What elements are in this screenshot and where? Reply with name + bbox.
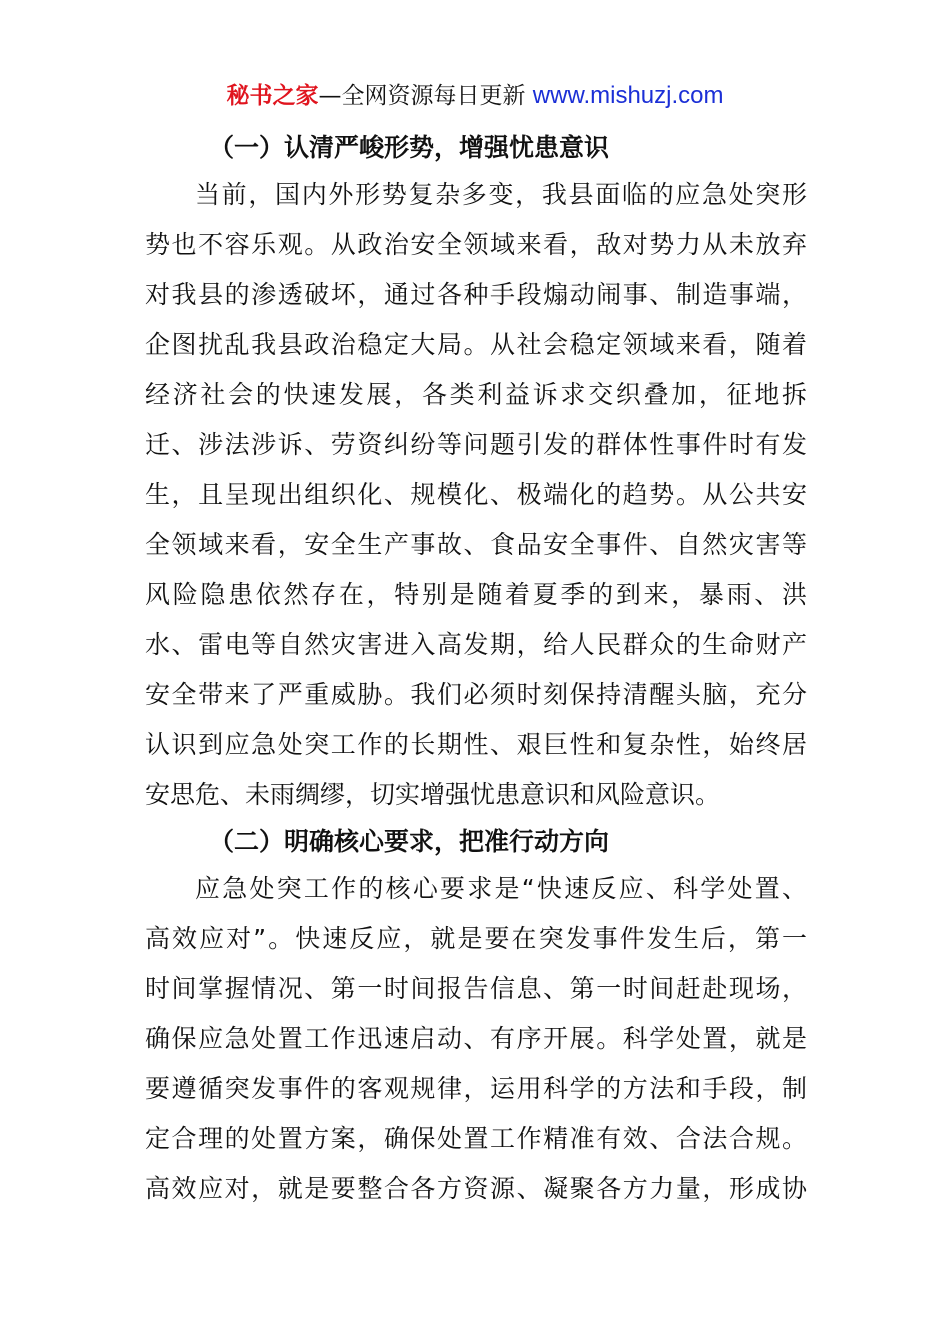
paragraph-line: 要遵循突发事件的客观规律，运用科学的方法和手段，制 <box>145 1074 807 1103</box>
paragraph-line: 认识到应急处突工作的长期性、艰巨性和复杂性，始终居 <box>145 730 807 759</box>
paragraph-line: 水、雷电等自然灾害进入高发期，给人民群众的生命财产 <box>145 630 807 659</box>
document-body <box>145 126 807 1214</box>
paragraph-line: 应急处突工作的核心要求是“快速反应、科学处置、 <box>195 874 807 903</box>
paragraph-line: 经济社会的快速发展，各类利益诉求交织叠加，征地拆 <box>145 380 807 409</box>
paragraph-line: 高效应对”。快速反应，就是要在突发事件发生后，第一 <box>145 924 807 953</box>
paragraph-line: 势也不容乐观。从政治安全领域来看，敌对势力从未放弃 <box>145 230 807 259</box>
paragraph-2 <box>145 864 807 1214</box>
paragraph-1 <box>145 170 807 820</box>
paragraph-line: 风险隐患依然存在，特别是随着夏季的到来，暴雨、洪 <box>145 580 807 609</box>
paragraph-line: 生，且呈现出组织化、规模化、极端化的趋势。从公共安 <box>145 480 807 509</box>
section-heading-2: （二）明确核心要求，把准行动方向 <box>209 827 610 856</box>
paragraph-line: 安全带来了严重威胁。我们必须时刻保持清醒头脑，充分 <box>145 680 807 709</box>
paragraph-line: 时间掌握情况、第一时间报告信息、第一时间赶赴现场， <box>145 974 807 1003</box>
paragraph-line: 安思危、未雨绸缪，切实增强忧患意识和风险意识。 <box>145 780 721 809</box>
site-url-link[interactable]: www.mishuzj.com <box>532 82 724 109</box>
paragraph-line: 企图扰乱我县政治稳定大局。从社会稳定领域来看，随着 <box>145 330 807 359</box>
paragraph-line: 高效应对，就是要整合各方资源、凝聚各方力量，形成协 <box>145 1174 807 1203</box>
paragraph-line: 定合理的处置方案，确保处置工作精准有效、合法合规。 <box>145 1124 807 1153</box>
site-tagline: —全网资源每日更新 <box>318 83 526 109</box>
paragraph-line: 迁、涉法涉诉、劳资纠纷等问题引发的群体性事件时有发 <box>145 430 807 459</box>
paragraph-line: 当前，国内外形势复杂多变，我县面临的应急处突形 <box>195 180 807 209</box>
site-header <box>0 78 950 114</box>
section-heading-1: （一）认清严峻形势，增强忧患意识 <box>209 133 610 162</box>
paragraph-line: 确保应急处置工作迅速启动、有序开展。科学处置，就是 <box>145 1024 807 1053</box>
paragraph-line: 对我县的渗透破坏，通过各种手段煽动闹事、制造事端， <box>145 280 807 309</box>
site-brand: 秘书之家 <box>226 83 319 109</box>
paragraph-line: 全领域来看，安全生产事故、食品安全事件、自然灾害等 <box>145 530 807 559</box>
